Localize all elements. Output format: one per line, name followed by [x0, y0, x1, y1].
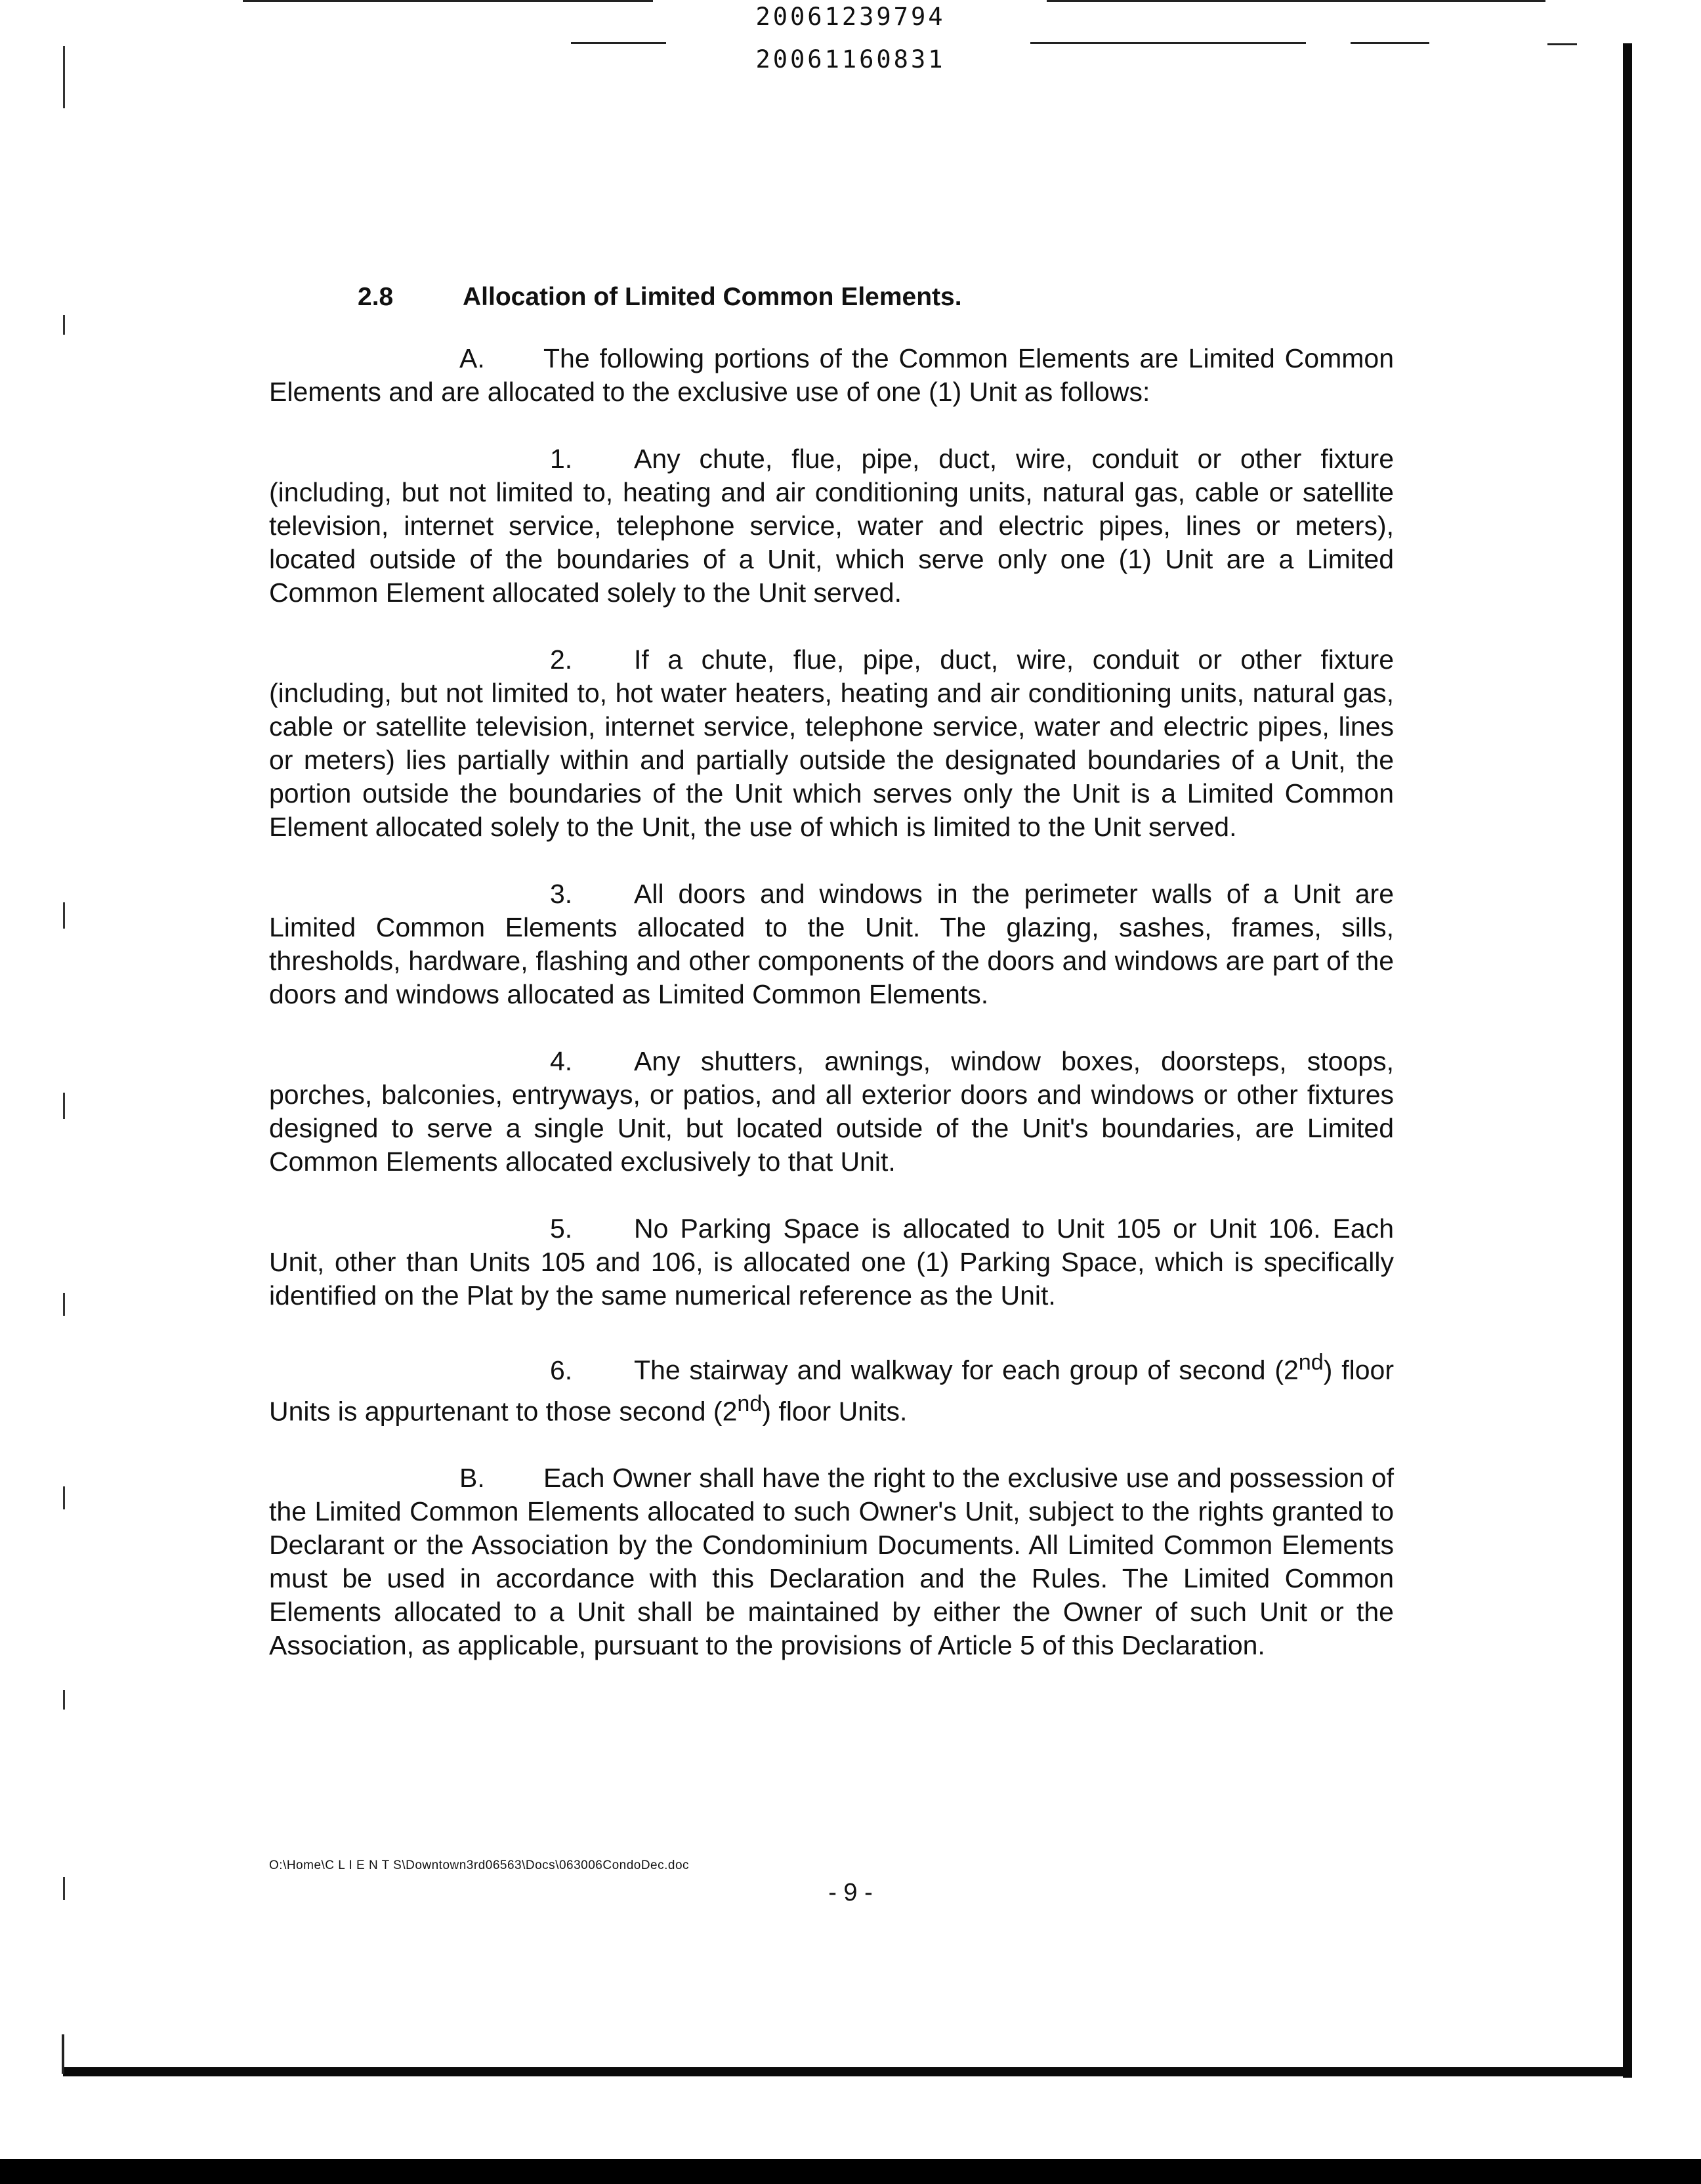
list-item [269, 1346, 1394, 1428]
paragraph-a [269, 342, 1394, 409]
paragraph-b [269, 1461, 1394, 1662]
recording-number-top: 20061239794 [755, 3, 946, 31]
scan-frame-bottom [0, 2159, 1701, 2184]
list-item [269, 1045, 1394, 1179]
section-title: Allocation of Limited Common Elements. [463, 283, 962, 311]
item-text: ) floor Units. [762, 1396, 908, 1427]
list-item [269, 643, 1394, 844]
margin-tick [63, 1486, 65, 1509]
item-text: ) floor Units is appurtenant to those second (2 [269, 1354, 1394, 1427]
list-item [269, 877, 1394, 1011]
header-rule-right-2 [1351, 42, 1429, 44]
superscript: nd [737, 1391, 763, 1416]
item-text: All doors and windows in the perimeter walls of a Unit are Limited Common Elements allocated to the Unit. The glazing, sashes, frames, sills, thresholds, hardware, flashing and other components of the doors and windows are part of the doors and windows allocated as Limited Common Elements. [269, 879, 1394, 1009]
paragraph-text: The following portions of the Common Elements are Limited Common Elements and are allocated to the exclusive use of one (1) Unit as follows: [269, 343, 1394, 407]
paragraph-text: Each Owner shall have the right to the exclusive use and possession of the Limited Common Elements allocated to such Owner's Unit, subject to the rights granted to Declarant or the Association by the Condominium Documents. All Limited Common Elements must be used in accordance with this Declaration and the Rules. The Limited Common Elements allocated to a Unit shall be maintained by either the Owner of such Unit or the Association, as applicable, pursuant to the provisions of Article 5 of this Declaration. [269, 1463, 1394, 1661]
item-number: 1. [550, 444, 573, 474]
header-rule-right-1 [1030, 42, 1306, 44]
item-text: Any shutters, awnings, window boxes, doorsteps, stoops, porches, balconies, entryways, or patios, and all exterior doors and windows or other fixtures designed to serve a single Unit, but located outside of the Unit's boundaries, are Limited Common Elements allocated exclusively to that Unit. [269, 1046, 1394, 1177]
item-number: 4. [550, 1046, 573, 1076]
section-heading [269, 279, 1394, 316]
item-text: If a chute, flue, pipe, duct, wire, conduit or other fixture (including, but not limited to, hot water heaters, heating and air conditioning units, natural gas, cable or satellite television, internet service, telephone service, water and electric pipes, lines or meters) lies partially within and partially outside the designated boundaries of a Unit, the portion outside the boundaries of the Unit which serves only the Unit is a Limited Common Element allocated solely to the Unit, the use of which is limited to the Unit served. [269, 644, 1394, 842]
header-rule-left-top [243, 0, 653, 2]
margin-tick [63, 315, 65, 335]
item-number: 6. [550, 1354, 573, 1385]
superscript: nd [1298, 1350, 1324, 1375]
margin-tick [63, 902, 65, 929]
header-rule-left [571, 42, 666, 44]
margin-tick [63, 1093, 65, 1119]
item-text: No Parking Space is allocated to Unit 105 or Unit 106. Each Unit, other than Units 105 and 106, is allocated one (1) Parking Space, which is specifically identified on the Plat by the same numerical reference as the Unit. [269, 1213, 1394, 1311]
footer-file-path: O:\Home\C L I E N T S\Downtown3rd06563\Docs\063006CondoDec.doc [269, 1858, 690, 1872]
document-body [269, 279, 1394, 1696]
page-edge-right [1623, 43, 1632, 2078]
paragraph-label: A. [459, 343, 485, 373]
page-edge-left [62, 2034, 64, 2074]
list-item [269, 442, 1394, 610]
item-number: 5. [550, 1213, 573, 1244]
margin-tick [63, 1293, 65, 1316]
item-text: The stairway and walkway for each group of second (2 [634, 1354, 1299, 1385]
margin-tick [63, 1690, 65, 1710]
page-number: - 9 - [828, 1879, 873, 1906]
paragraph-label: B. [459, 1463, 485, 1494]
item-number: 3. [550, 879, 573, 909]
item-number: 2. [550, 644, 573, 675]
item-text: Any chute, flue, pipe, duct, wire, conduit or other fixture (including, but not limited to, heating and air conditioning units, natural gas, cable or satellite television, internet service, telephone service, water and electric pipes, lines or meters), located outside of the boundaries of a Unit, which serve only one (1) Unit are a Limited Common Element allocated solely to the Unit served. [269, 444, 1394, 608]
header-rule-right-top [1047, 0, 1545, 2]
list-item [269, 1212, 1394, 1312]
page-edge-bottom [63, 2067, 1632, 2076]
recording-number-second: 20061160831 [755, 45, 946, 74]
section-number: 2.8 [358, 283, 394, 311]
